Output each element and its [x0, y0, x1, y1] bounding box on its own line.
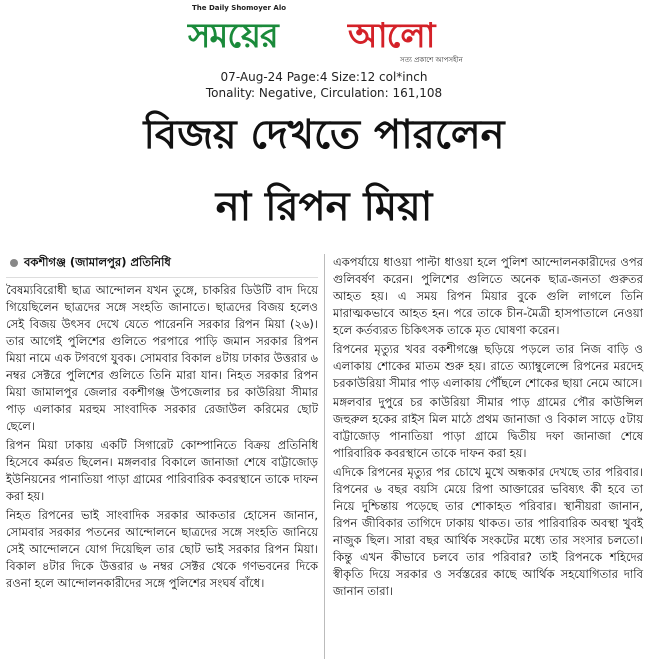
logo-samayer: সময়ের [188, 16, 278, 56]
byline-divider [6, 277, 318, 278]
column-divider [324, 254, 325, 659]
paragraph: এদিকে রিপনের মৃত্যুর পর চোখে মুখে অন্ধকার দেখছে তার পরিবার। রিপনের ৬ বছর বয়সি মেয়ে রিপা আক্তারের ভবিষ্যৎ কী হবে তা নিয়ে দুশ্চিন্তায় পড়েছে তার শোকাহত পরিবার। স্থানীয়রা জানান, রিপন জীবিকার তাগিদে ঢাকায় থাকত। তার পারিবারিক অবস্থা খুবই নাজুক ছিল। সারা বছর আর্থিক সংকটের মধ্যে তার সংসার চলতো। কিন্তু এখন কীভাবে চলবে তার পরিবার? তাই রিপনকে শহিদের স্বীকৃতি দিয়ে সরকার ও সর্বস্তরের কাছে আর্থিক সহযোগিতার দাবি জানান তারা। [333, 465, 643, 598]
english-name: The Daily Shomoyer Alo [192, 4, 287, 12]
paragraph: মঙ্গলবার দুপুরে চর কাউরিয়া সীমার পাড় গ্রামের পৌর কাউন্সিল জহুরুল হকের রাইস মিল মাঠে প্রথম জানাজা ও বিকাল সাড়ে ৫টায় বাট্টাজোড় পানাতিয়া পাড়া গ্রামে দ্বিতীয় দফা জানাজা শেষে পারিবারিক কবরস্থানে তাকে দাফন করা হয়। [333, 395, 643, 460]
paragraph: একপর্যায়ে ধাওয়া পাল্টা ধাওয়া হলে পুলিশ আন্দোলনকারীদের ওপর গুলিবর্ষণ করেন। পুলিশের গুলিতে অনেক ছাত্র-জনতা গুরুতর আহত হয়। এ সময় রিপন মিয়ার বুকে গুলি লাগলে তিনি মারাত্মকভাবে আহত হন। পরে তাকে চীন-মৈত্রী হাসপাতালে নেওয়া হলে কর্তব্যরত চিকিৎসক তাকে মৃত ঘোষণা করেন। [333, 255, 643, 337]
headline-line2: না রিপন মিয়া [215, 184, 433, 230]
article-column-right [333, 254, 643, 602]
paragraph: বৈষম্যবিরোধী ছাত্র আন্দোলন যখন তুঙ্গে, চাকরির ডিউটি বাদ দিয়ে গিয়েছিলেন ছাত্রদের সঙ্গে সংহতি জানাতে। ছাত্রদের বিজয় হলেও সেই বিজয় উৎসব দেখে যেতে পারেননি সরকার রিপন মিয়া (২৬)। তার আগেই পুলিশের গুলিতে পরপারে পাড়ি জমান সরকার রিপন মিয়া নামে এক টগবগে যুবক। সোমবার বিকাল ৪টায় ঢাকার উত্তরার ৬ নম্বর সেক্টরে পুলিশের গুলিতে তিনি মারা যান। নিহত সরকার রিপন মিয়া জামালপুর জেলার বকশীগঞ্জ উপজেলার চর কাউরিয়া সীমার পাড় এলাকার মরহুম সাংবাদিক সরকার রেজাউল করিমের ছোট ছেলে। [6, 283, 318, 433]
masthead [160, 4, 480, 64]
paragraph: নিহত রিপনের ভাই সাংবাদিক সরকার আকতার হোসেন জানান, সোমবার সরকার পতনের আন্দোলনে ছাত্রদের সঙ্গে সংহতি জানিয়ে সেই আন্দোলনে যোগ দিয়েছিল তার ছোট ভাই সরকার রিপন মিয়া। বিকাল ৪টার দিকে উত্তরার ৬ নম্বর সেক্টর থেকে গণভবনের দিকে রওনা হলে আন্দোলনকারীদের সঙ্গে পুলিশের সংঘর্ষ বাঁধে। [6, 508, 318, 590]
logo-alo: আলো [348, 16, 435, 56]
headline-line1: বিজয় দেখতে পারলেন [143, 112, 505, 158]
tagline: সত্য প্রকাশে আপসহীন [400, 56, 463, 64]
clip-info-line2: Tonality: Negative, Circulation: 161,108 [205, 86, 443, 100]
byline [10, 254, 318, 271]
paragraph: রিপনের মৃত্যুর খবর বকশীগঞ্জে ছড়িয়ে পড়লে তার নিজ বাড়ি ও এলাকায় শোকের মাতম শুরু হয়। রাতে অ্যাম্বুলেন্সে রিপনের মরদেহ চরকাউরিয়া সীমার পাড় এলাকায় পৌঁছলে শোকের ছায়া নেমে আসে। [333, 342, 643, 390]
article-column-left [6, 254, 318, 594]
bullet-icon [10, 259, 18, 267]
clip-info-line1: 07-Aug-24 Page:4 Size:12 col*inch [220, 70, 428, 84]
paragraph: রিপন মিয়া ঢাকায় একটি সিগারেট কোম্পানিতে বিক্রয় প্রতিনিধি হিসেবে কর্মরত ছিলেন। মঙ্গলবার বিকালে জানাজা শেষে বাট্টাজোড় ইউনিয়নের পানাতিয়া পাড়া গ্রামের পারিবারিক কবরস্থানে তাকে দাফন করা হয়। [6, 438, 318, 503]
byline-text: বকশীগঞ্জ (জামালপুর) প্রতিনিধি [24, 255, 171, 269]
